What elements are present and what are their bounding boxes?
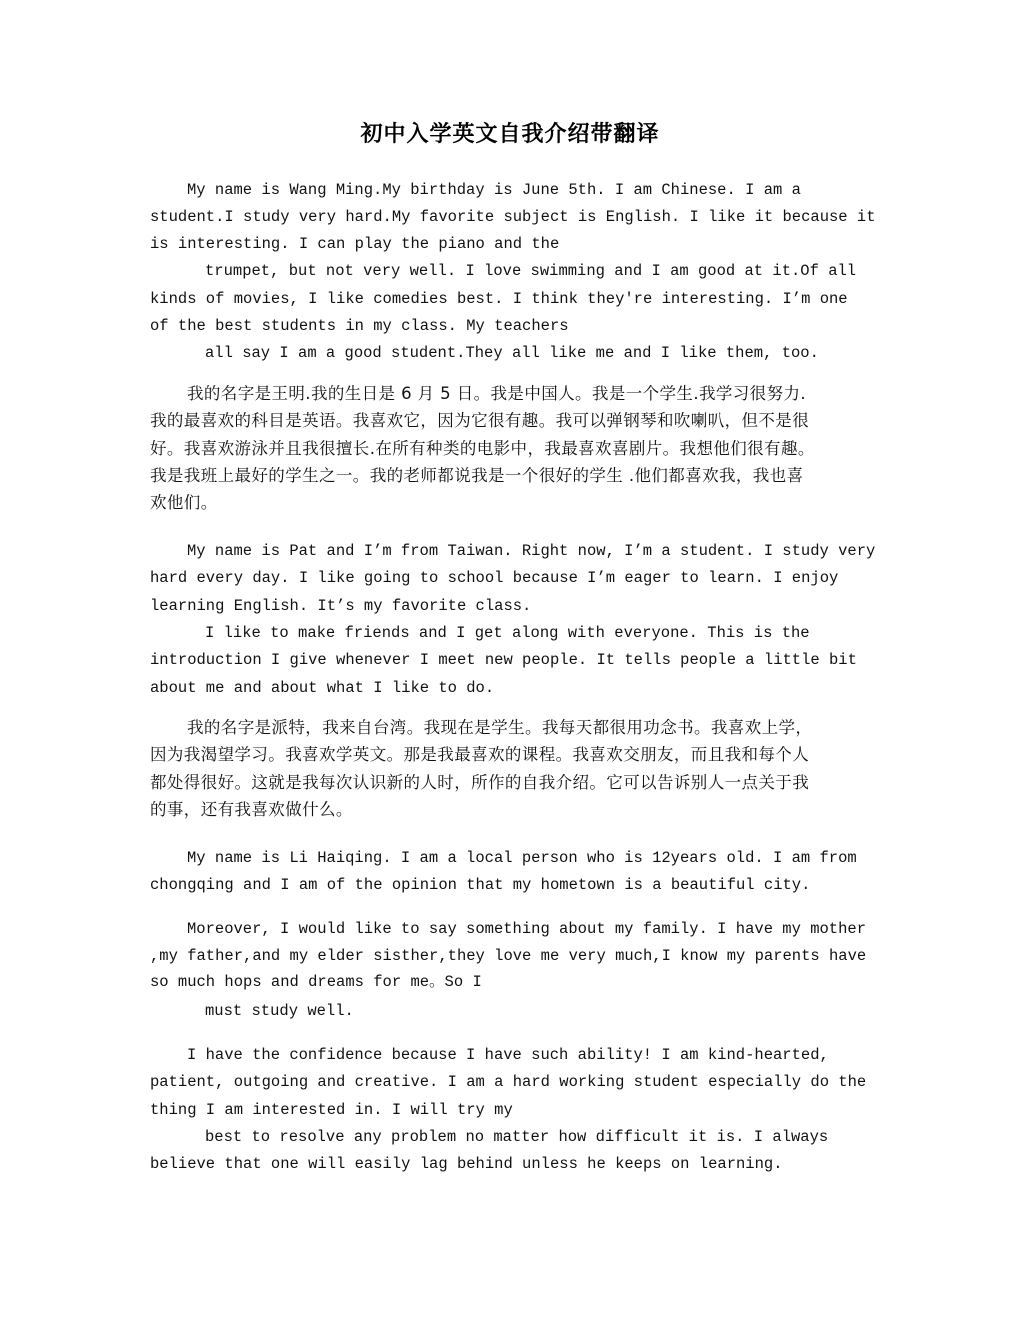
text-line: 好。我喜欢游泳并且我很擅长.在所有种类的电影中，我最喜欢喜剧片。我想他们很有趣。 xyxy=(150,439,815,458)
text-line: ,my father,and my elder sisther,they love me very much,I know my parents have xyxy=(150,947,867,965)
text-line: is interesting. I can play the piano and the xyxy=(150,235,560,253)
text-line: must study well. xyxy=(205,1002,354,1020)
text-line: My name is Pat and I’m from Taiwan. Right now, I’m a student. I study very xyxy=(187,542,876,560)
document-title: 初中入学英文自我介绍带翻译 xyxy=(360,121,660,147)
text-line: hard every day. I like going to school because I’m eager to learn. I enjoy xyxy=(150,569,839,587)
text-line: learning English. It’s my favorite class. xyxy=(150,597,532,615)
text-line: 的事，还有我喜欢做什么。 xyxy=(150,800,353,819)
text-line: introduction I give whenever I meet new people. It tells people a little bit xyxy=(150,651,857,669)
text-line: 我的名字是王明.我的生日是 6 月 5 日。我是中国人。我是一个学生.我学习很努力. xyxy=(187,384,807,403)
text-line: My name is Li Haiqing. I am a local person who is 12years old. I am from xyxy=(187,849,857,867)
text-line: so much hops and dreams for me。So I xyxy=(150,973,482,991)
text-line: 欢他们。 xyxy=(150,493,218,512)
text-line: all say I am a good student.They all like me and I like them, too. xyxy=(205,344,819,362)
text-line: patient, outgoing and creative. I am a hard working student especially do the xyxy=(150,1073,867,1091)
text-line: I like to make friends and I get along with everyone. This is the xyxy=(205,624,810,642)
text-line: about me and about what I like to do. xyxy=(150,679,495,697)
text-line: 我的最喜欢的科目是英语。我喜欢它，因为它很有趣。我可以弹钢琴和吹喇叭，但不是很 xyxy=(150,411,810,430)
text-line: kinds of movies, I like comedies best. I think they're interesting. I’m one xyxy=(150,290,848,308)
text-line: chongqing and I am of the opinion that my hometown is a beautiful city. xyxy=(150,876,811,894)
text-line: Moreover, I would like to say something about my family. I have my mother xyxy=(187,920,867,938)
text-line: 因为我渴望学习。我喜欢学英文。那是我最喜欢的课程。我喜欢交朋友，而且我和每个人 xyxy=(150,745,810,764)
text-line: believe that one will easily lag behind unless he keeps on learning. xyxy=(150,1155,783,1173)
text-line: I have the confidence because I have such ability! I am kind-hearted, xyxy=(187,1046,829,1064)
text-line: best to resolve any problem no matter how difficult it is. I always xyxy=(205,1128,829,1146)
text-line: of the best students in my class. My teachers xyxy=(150,317,569,335)
text-line: student.I study very hard.My favorite subject is English. I like it because it xyxy=(150,208,876,226)
text-line: trumpet, but not very well. I love swimming and I am good at it.Of all xyxy=(205,262,857,280)
text-line: 都处得很好。这就是我每次认识新的人时，所作的自我介绍。它可以告诉别人一点关于我 xyxy=(150,773,810,792)
text-line: thing I am interested in. I will try my xyxy=(150,1101,513,1119)
text-line: My name is Wang Ming.My birthday is June 5th. I am Chinese. I am a xyxy=(187,181,801,199)
text-line: 我的名字是派特，我来自台湾。我现在是学生。我每天都很用功念书。我喜欢上学， xyxy=(187,718,813,737)
text-line: 我是我班上最好的学生之一。我的老师都说我是一个很好的学生 .他们都喜欢我，我也喜 xyxy=(150,466,804,485)
